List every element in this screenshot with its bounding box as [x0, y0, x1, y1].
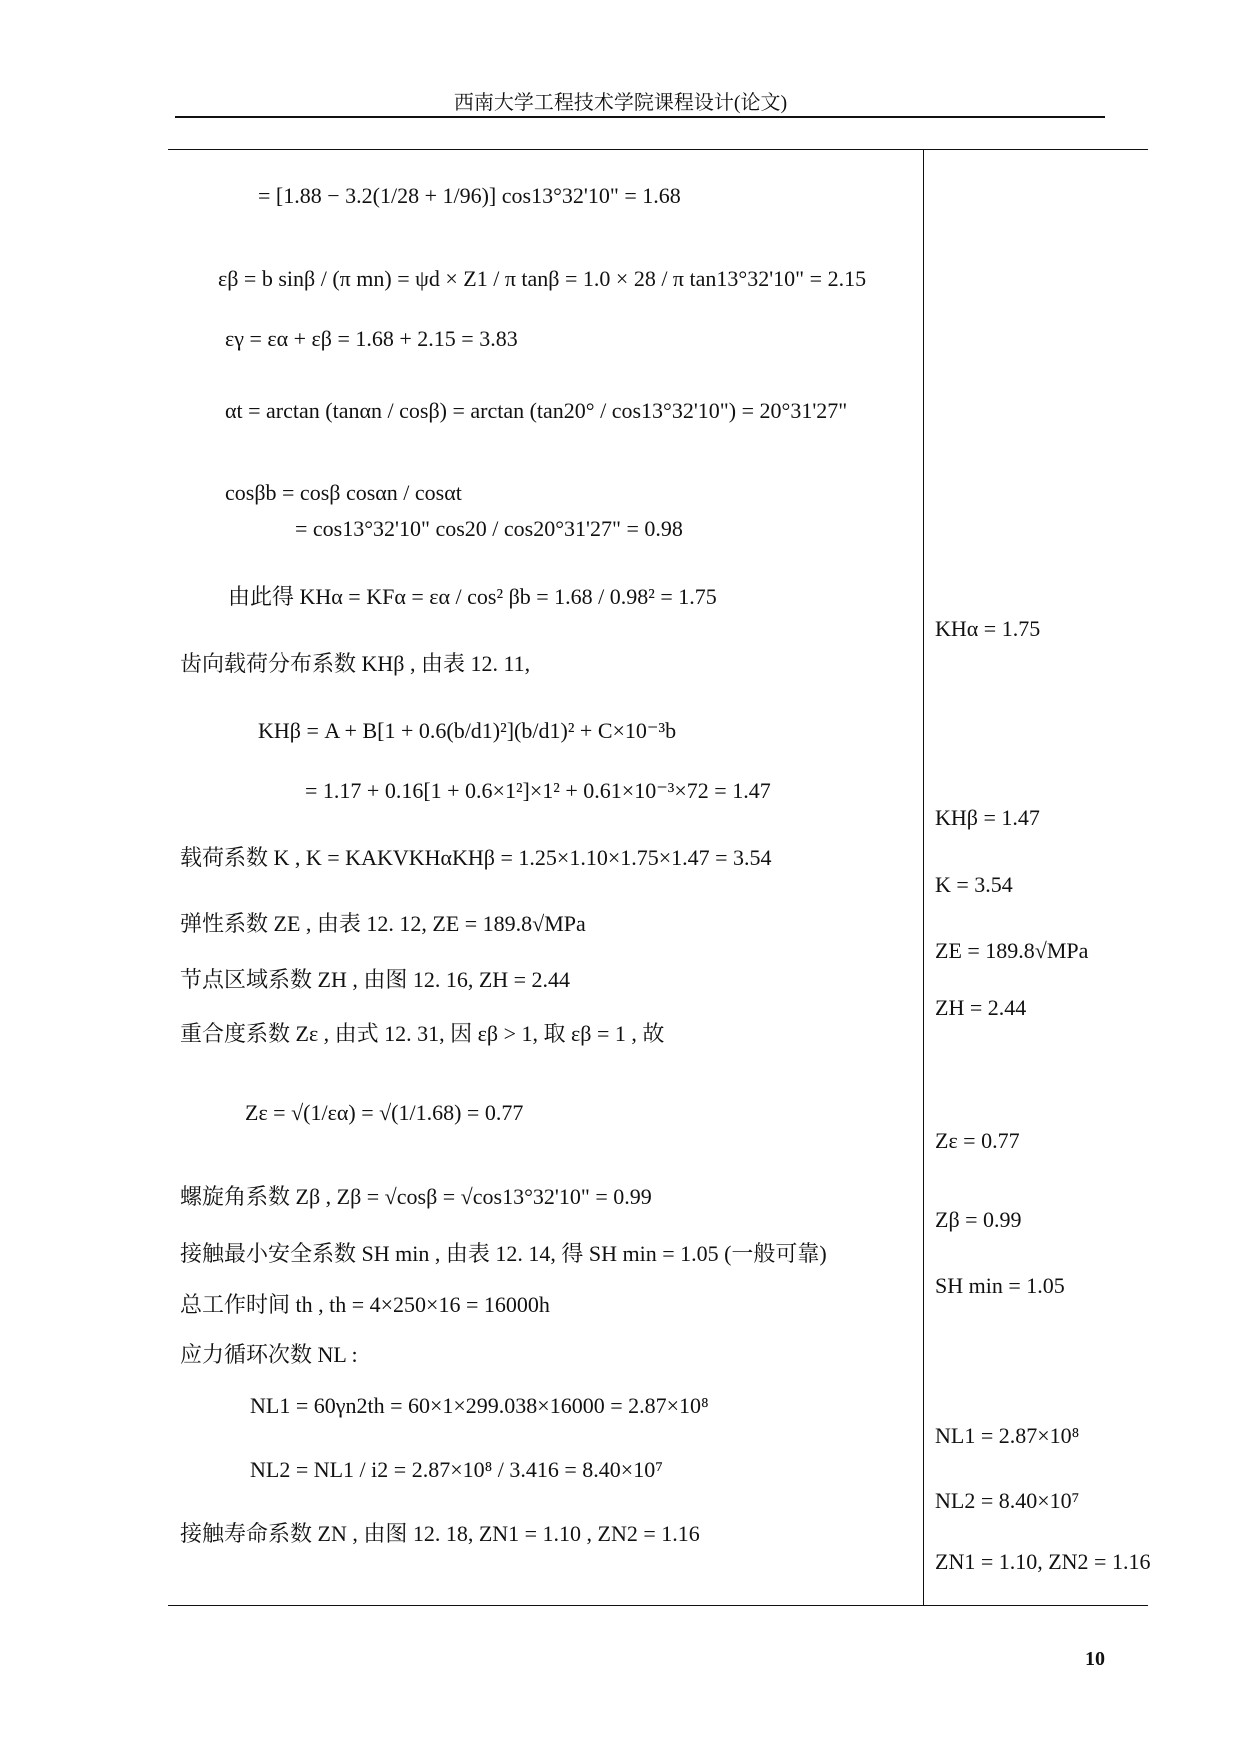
- content-bottom-rule: [168, 1605, 1148, 1606]
- calc-line-nl1: NL1 = 60γn2th = 60×1×299.038×16000 = 2.87×10⁸: [250, 1393, 709, 1418]
- page-number: 10: [1085, 1648, 1105, 1670]
- calc-line-zone-factor: 节点区域系数 ZH , 由图 12. 16, ZH = 2.44: [180, 967, 571, 992]
- calc-line-epsilon-gamma: εγ = εα + εβ = 1.68 + 2.15 = 3.83: [225, 326, 518, 351]
- calc-line-k-h-beta-value: = 1.17 + 0.16[1 + 0.6×1²]×1² + 0.61×10⁻³×72 = 1.47: [305, 778, 771, 803]
- content-top-rule: [168, 149, 1148, 150]
- calc-line-k-h-beta-formula: KHβ = A + B[1 + 0.6(b/d1)²](b/d1)² + C×10⁻³b: [258, 718, 677, 743]
- result-k-h-alpha: KHα = 1.75: [935, 616, 1041, 641]
- result-s-h-min: SH min = 1.05: [935, 1273, 1065, 1298]
- calc-line-epsilon-beta: εβ = b sinβ / (π mn) = ψd × Z1 / π tanβ = 1.0 × 28 / π tan13°32'10" = 2.15: [218, 266, 867, 291]
- calc-line-helix-factor: 螺旋角系数 Zβ , Zβ = √cosβ = √cos13°32'10" = 0.99: [180, 1184, 652, 1209]
- page-header-title: 西南大学工程技术学院课程设计(论文): [453, 92, 788, 114]
- calc-line-total-time: 总工作时间 th , th = 4×250×16 = 16000h: [180, 1292, 550, 1317]
- calc-line-cos-beta-b: cosβb = cosβ cosαn / cosαt: [225, 480, 462, 505]
- calc-line-elastic-factor: 弹性系数 ZE , 由表 12. 12, ZE = 189.8√MPa: [180, 911, 586, 936]
- result-k-h-beta: KHβ = 1.47: [935, 805, 1040, 830]
- column-divider: [923, 149, 924, 1605]
- calc-line-min-safety-factor: 接触最小安全系数 SH min , 由表 12. 14, 得 SH min = 1.05 (一般可靠): [180, 1241, 827, 1266]
- calc-line-cos-beta-b-value: = cos13°32'10" cos20 / cos20°31'27" = 0.98: [295, 516, 683, 541]
- calc-line-alpha-t: αt = arctan (tanαn / cosβ) = arctan (tan20° / cos13°32'10") = 20°31'27": [225, 398, 848, 423]
- calc-line-k-h-alpha: 由此得 KHα = KFα = εα / cos² βb = 1.68 / 0.98² = 1.75: [228, 584, 717, 609]
- calc-line-z-epsilon: Zε = √(1/εα) = √(1/1.68) = 0.77: [245, 1100, 524, 1125]
- calc-line-life-factor: 接触寿命系数 ZN , 由图 12. 18, ZN1 = 1.10 , ZN2 = 1.16: [180, 1521, 700, 1546]
- calc-line-nl2: NL2 = NL1 / i2 = 2.87×10⁸ / 3.416 = 8.40×10⁷: [250, 1457, 663, 1482]
- header-rule: [175, 116, 1105, 118]
- result-nl1: NL1 = 2.87×10⁸: [935, 1423, 1080, 1448]
- result-z-beta: Zβ = 0.99: [935, 1207, 1022, 1232]
- text-line-k-h-beta-intro: 齿向载荷分布系数 KHβ , 由表 12. 11,: [180, 651, 531, 676]
- calc-line-epsilon-alpha: = [1.88 − 3.2(1/28 + 1/96)] cos13°32'10" = 1.68: [258, 183, 681, 208]
- result-nl2: NL2 = 8.40×10⁷: [935, 1488, 1080, 1513]
- calc-line-load-factor: 载荷系数 K , K = KAKVKHαKHβ = 1.25×1.10×1.75×1.47 = 3.54: [180, 845, 772, 870]
- result-z-h: ZH = 2.44: [935, 995, 1027, 1020]
- text-line-contact-ratio-intro: 重合度系数 Zε , 由式 12. 31, 因 εβ > 1, 取 εβ = 1 , 故: [180, 1021, 665, 1046]
- result-z-epsilon: Zε = 0.77: [935, 1128, 1020, 1153]
- text-line-cycles-intro: 应力循环次数 NL :: [180, 1342, 358, 1367]
- result-z-e: ZE = 189.8√MPa: [935, 938, 1089, 963]
- result-k: K = 3.54: [935, 872, 1013, 897]
- result-zn: ZN1 = 1.10, ZN2 = 1.16: [935, 1549, 1151, 1574]
